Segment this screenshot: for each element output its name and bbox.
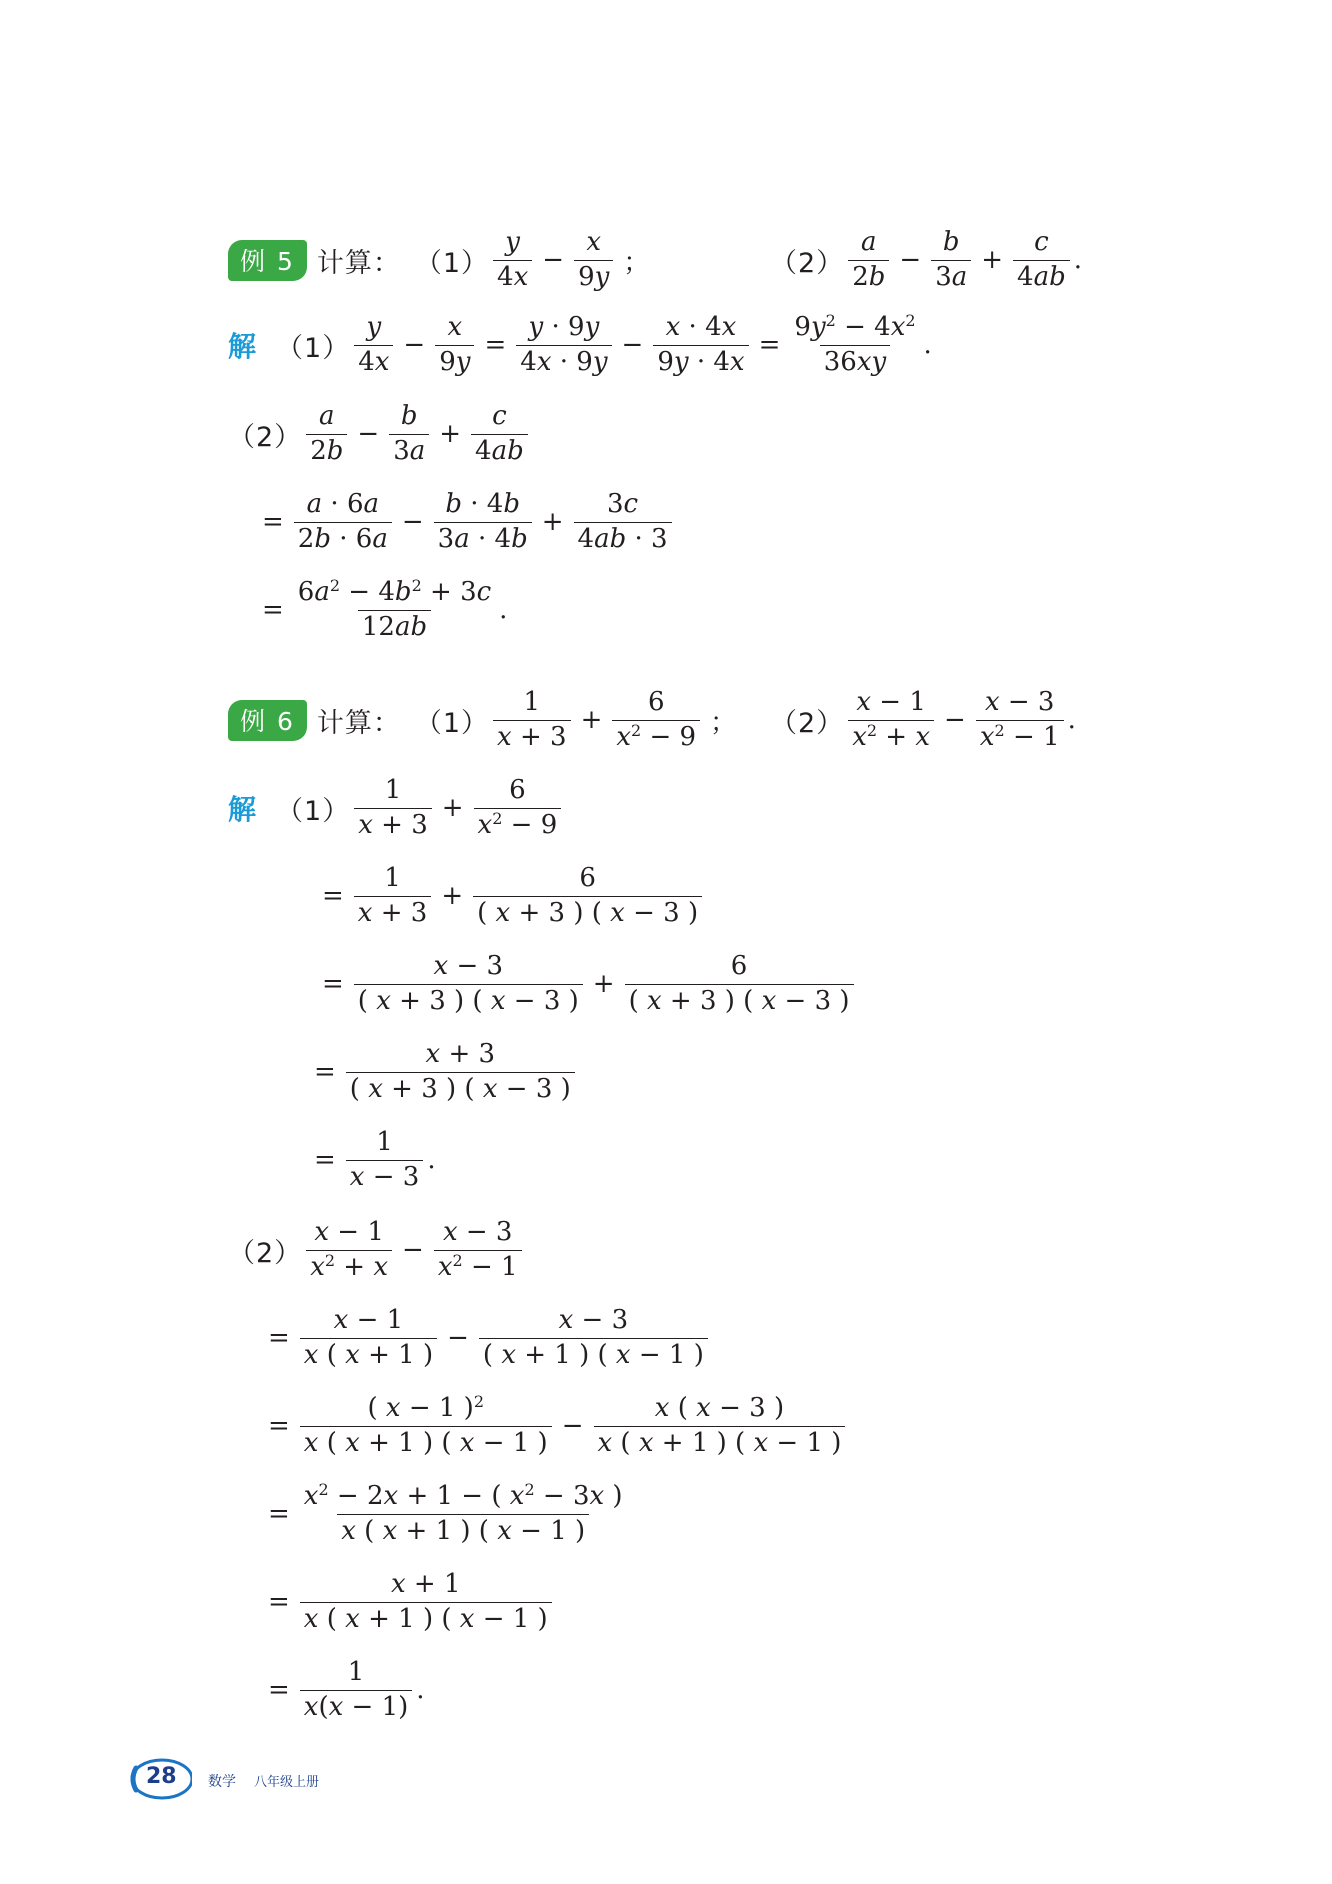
ex5-badge: 例 5: [228, 240, 307, 281]
solution-mark: 解: [228, 793, 257, 827]
fraction: $\frac{y}{4x}$: [493, 228, 532, 293]
ex5-part1-label: （1）: [414, 247, 490, 279]
ex5-solution-2: （2） $\frac{a}{2b}$ − $\frac{b}{3a}$ + $\frac{c}{4ab}$: [228, 402, 532, 467]
book-title: 数学: [208, 1774, 236, 1790]
ex6-solution-2-step4: = $\frac{x + 1}{x ( x + 1 ) ( x - 1 )}$: [262, 1570, 556, 1635]
fraction: $\frac{a}{2b}$: [848, 228, 889, 293]
ex5-part2-label: （2）: [770, 247, 845, 279]
ex6-solution-2-step2: = $\frac{( x - 1 )^2}{x ( x + 1 ) ( x - 1 )}$ − $\frac{x ( x - 3 )}{x ( x + 1 ) ( x - 1 )}$: [262, 1394, 849, 1459]
sol5-part2-label: （2）: [228, 421, 303, 453]
ex6-badge: 例 6: [228, 700, 307, 741]
ex5-solution-2-result: = $\frac{6a^2 - 4b^2 + 3c}{12ab}$ .: [262, 576, 508, 642]
ex6-statement: 例 6 计算： （1） $\frac{1}{x + 3}$ + $\frac{6}{x^2 - 9}$ ；: [228, 688, 736, 753]
ex6-solution-2: （2） $\frac{x - 1}{x^2 + x}$ − $\frac{x - 3}{x^2 - 1}$: [228, 1218, 526, 1283]
ex5-solution-1: 解 （1） $\frac{y}{4x}$ − $\frac{x}{9y}$ = $\frac{y \cdot 9y}{4x \cdot 9y}$ − $\frac{x \cdot 4x}{9y \cdot 4x}$ = $\frac{9y^2 - 4x^2}{36xy}$ .: [228, 311, 932, 377]
sol6-part1-label: （1）: [276, 795, 351, 827]
sol6-part2-label: （2）: [228, 1237, 303, 1269]
ex6-part2: （2） $\frac{x - 1}{x^2 + x}$ − $\frac{x - 3}{x^2 - 1}$ .: [770, 687, 1076, 752]
ex6-label: 计算：: [316, 707, 401, 739]
ex5-solution-2-step: = $\frac{a \cdot 6a}{2b \cdot 6a}$ − $\frac{b \cdot 4b}{3a \cdot 4b}$ + $\frac{3c}{4ab \cdot 3}$: [256, 490, 676, 555]
page-footer: [128, 1758, 528, 1804]
ex6-part1-label: （1）: [414, 707, 490, 739]
ex6-solution-1-result: = $\frac{1}{x - 3}$ .: [314, 1127, 436, 1192]
ex5-part2: （2） $\frac{a}{2b}$ − $\frac{b}{3a}$ + $\frac{c}{4ab}$ .: [770, 227, 1083, 292]
ex6-solution-2-step3: = $\frac{x^2 - 2x + 1 - ( x^2 - 3x )}{x ( x + 1 ) ( x - 1 )}$: [268, 1480, 623, 1546]
ex5-label: 计算：: [316, 247, 401, 279]
ex6-solution-1-step1: = $\frac{1}{x + 3}$ + $\frac{6}{( x + 3 ) ( x - 3 )}$: [316, 864, 706, 929]
solution-mark: 解: [228, 330, 257, 364]
book-grade: 八年级上册: [254, 1775, 320, 1790]
ex5-statement: 例 5 计算： （1） $\frac{y}{4x}$ − $\frac{x}{9y}$ ；: [228, 228, 649, 293]
ex6-solution-1-step2: = $\frac{x - 3}{( x + 3 ) ( x - 3 )}$ + $\frac{6}{( x + 3 ) ( x - 3 )}$: [316, 952, 858, 1017]
ex6-part2-label: （2）: [770, 707, 845, 739]
fraction: $\frac{c}{4ab}$: [1013, 228, 1070, 293]
page-number: 28: [146, 1764, 177, 1789]
ex6-solution-2-result: = $\frac{1}{x(x - 1)}$ .: [268, 1657, 425, 1722]
fraction: $\frac{b}{3a}$: [931, 228, 971, 293]
sol5-part1-label: （1）: [276, 332, 351, 364]
ex6-solution-1-step3: = $\frac{x + 3}{( x + 3 ) ( x - 3 )}$: [308, 1040, 579, 1105]
ex6-solution-1: 解 （1） $\frac{1}{x + 3}$ + $\frac{6}{x^2 - 9}$: [228, 776, 565, 841]
fraction: $\frac{x}{9y}$: [574, 228, 613, 293]
ex6-solution-2-step1: = $\frac{x - 1}{x ( x + 1 )}$ − $\frac{x - 3}{( x + 1 ) ( x - 1 )}$: [262, 1306, 712, 1371]
